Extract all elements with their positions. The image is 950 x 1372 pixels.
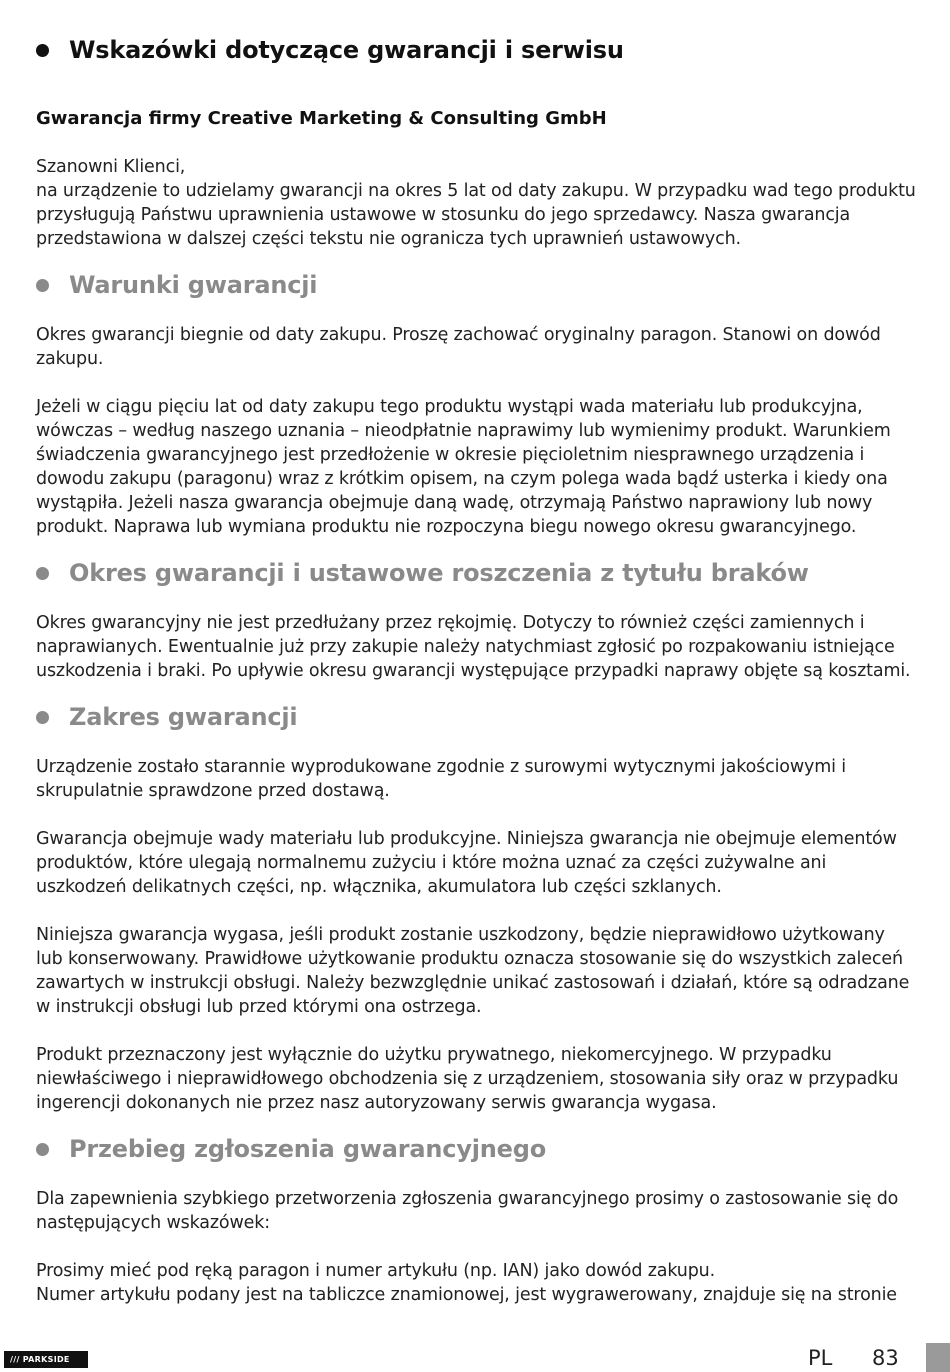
section-title: Przebieg zgłoszenia gwarancyjnego [69, 1135, 547, 1163]
paragraph: Okres gwarancyjny nie jest przedłużany przez rękojmię. Dotyczy to również części zamiennych i naprawianych. Ewentualnie już przy zakupie należy natychmiast zgłosić po rozpakowaniu istniejące uszkodzenia i braki. Po upływie okresu gwarancji występujące przypadki naprawy objęte są kosztami. [36, 613, 911, 681]
parkside-logo: /// PARKSIDE [4, 1351, 88, 1368]
guarantee-company-heading: Gwarancja firmy Creative Marketing & Consulting GmbH [36, 108, 607, 129]
page-number: 83 [872, 1346, 899, 1370]
section-heading-warunki [36, 271, 916, 299]
paragraph: Produkt przeznaczony jest wyłącznie do użytku prywatnego, niekomercyjnego. W przypadku niewłaściwego i nieprawidłowego obchodzenia się z urządzeniem, stosowania siły oraz w przypadku ingerencji dokonanych nie przez nasz autoryzowany serwis gwarancja wygasa. [36, 1045, 899, 1113]
document-page [36, 36, 916, 1331]
section-title: Warunki gwarancji [69, 271, 318, 299]
bullet-icon [36, 567, 49, 580]
paragraph: Dla zapewnienia szybkiego przetworzenia zgłoszenia gwarancyjnego prosimy o zastosowanie się do następujących wskazówek: [36, 1189, 899, 1233]
greeting: Szanowni Klienci, [36, 157, 186, 177]
section-heading-okres [36, 559, 916, 587]
paragraph: Gwarancja obejmuje wady materiału lub produkcyjne. Niniejsza gwarancja nie obejmuje elementów produktów, które ulegają normalnemu zużyciu i które można uznać za części zużywalne ani uszkodzeń delikatnych części, np. włącznika, akumulatora lub części szklanych. [36, 829, 897, 897]
paragraph [36, 1259, 916, 1307]
bullet-icon [36, 279, 49, 292]
paragraph: Okres gwarancji biegnie od daty zakupu. Proszę zachować oryginalny paragon. Stanowi on dowód zakupu. [36, 325, 881, 369]
paragraph: Jeżeli w ciągu pięciu lat od daty zakupu tego produktu wystąpi wada materiału lub produkcyjna, wówczas – według naszego uznania – nieodpłatnie naprawimy lub wymienimy produkt. Warunkiem świadczenia gwarancyjnego jest przedłożenie w okresie pięcioletnim niesprawnego urządzenia i dowodu zakupu (paragonu) wraz z krótkim opisem, na czym polega wada bądź usterka i kiedy ona wystąpiła. Jeżeli nasza gwarancja obejmuje daną wadę, otrzymają Państwo naprawiony lub nowy produkt. Naprawa lub wymiana produktu nie rozpoczyna biegu nowego okresu gwarancyjnego. [36, 397, 891, 537]
paragraph-line: Numer artykułu podany jest na tabliczce znamionowej, jest wygrawerowany, znajduje się na stronie [36, 1285, 897, 1305]
bullet-icon [36, 44, 49, 57]
paragraph: Urządzenie zostało starannie wyprodukowane zgodnie z surowymi wytycznymi jakościowymi i skrupulatnie sprawdzone przed dostawą. [36, 757, 846, 801]
language-code: PL [808, 1346, 833, 1370]
page-tab-marker [926, 1343, 950, 1372]
bullet-icon [36, 711, 49, 724]
intro-text: na urządzenie to udzielamy gwarancji na okres 5 lat od daty zakupu. W przypadku wad tego produktu przysługują Państwu uprawnienia ustawowe w stosunku do jego sprzedawcy. Nasza gwarancja przedstawiona w dalszej części tekstu nie ogranicza tych uprawnień ustawowych. [36, 181, 916, 249]
main-heading [36, 36, 916, 64]
section-title: Okres gwarancji i ustawowe roszczenia z tytułu braków [69, 559, 809, 587]
section-heading-zakres [36, 703, 916, 731]
section-heading-przebieg [36, 1135, 916, 1163]
paragraph-line: Prosimy mieć pod ręką paragon i numer artykułu (np. IAN) jako dowód zakupu. [36, 1261, 716, 1281]
section-title: Zakres gwarancji [69, 703, 298, 731]
paragraph: Niniejsza gwarancja wygasa, jeśli produkt zostanie uszkodzony, będzie nieprawidłowo użytkowany lub konserwowany. Prawidłowe użytkowanie produktu oznacza stosowanie się do wszystkich zaleceń zawartych w instrukcji obsługi. Należy bezwzględnie unikać zastosowań i działań, które są odradzane w instrukcji obsługi lub przed którymi ona ostrzega. [36, 925, 910, 1017]
bullet-icon [36, 1143, 49, 1156]
intro-paragraph [36, 155, 916, 251]
main-heading-text: Wskazówki dotyczące gwarancji i serwisu [69, 36, 624, 64]
